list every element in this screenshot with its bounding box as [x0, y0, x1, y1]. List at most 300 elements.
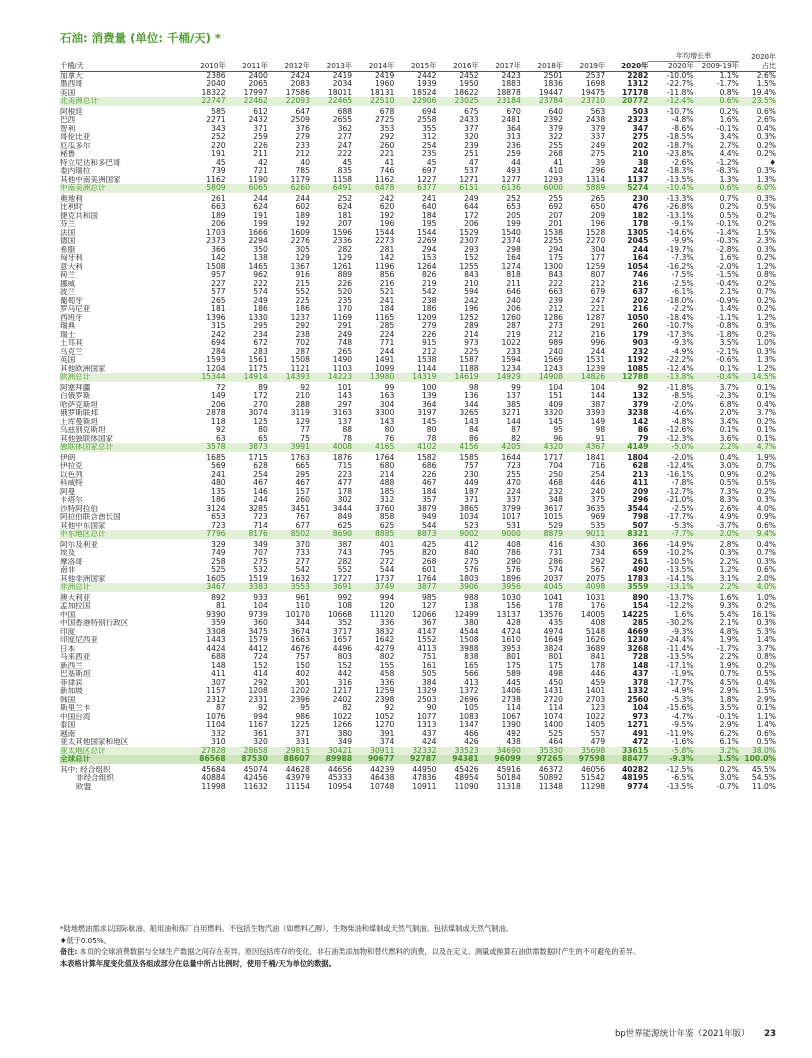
- growth-cell: -7.8%: [671, 479, 694, 487]
- value-cell: 250: [548, 470, 563, 479]
- share-cell: 9.4%: [739, 530, 776, 539]
- growth-cell: -2.0%: [716, 262, 739, 271]
- table-row: [60, 602, 776, 611]
- value-cell: 95: [300, 704, 310, 712]
- growth-cell: -13.3%: [666, 193, 694, 203]
- value-cell: 4412: [248, 644, 268, 653]
- growth-cell: -11.4%: [666, 644, 694, 653]
- publication-name: bp世界能源统计年鉴（2021年版）: [615, 1029, 750, 1039]
- share-cell: ♦: [769, 158, 776, 167]
- value-cell: 542: [421, 288, 437, 296]
- value-cell: 716: [590, 462, 606, 470]
- value-cell: 157: [295, 487, 310, 496]
- value-cell: 728: [632, 653, 649, 661]
- value-cell: 92: [300, 382, 310, 392]
- table-row: [60, 653, 776, 662]
- value-cell: 646: [506, 288, 521, 296]
- value-cell: 1960: [374, 80, 395, 88]
- growth-cell: -24.4%: [666, 636, 694, 644]
- share-cell: 0.8%: [756, 271, 776, 279]
- growth-cell: -16.1%: [666, 470, 694, 479]
- value-cell: 176: [590, 602, 606, 610]
- table-row: [60, 237, 776, 246]
- value-cell: 50184: [496, 774, 521, 782]
- value-cell: 225: [295, 296, 310, 305]
- value-cell: 1076: [206, 712, 226, 721]
- value-cell: 142: [632, 417, 649, 426]
- value-cell: 270: [253, 400, 268, 409]
- value-cell: 688: [211, 653, 226, 661]
- value-cell: 505: [421, 670, 437, 678]
- value-cell: 1260: [501, 313, 521, 322]
- value-cell: 1605: [206, 574, 226, 583]
- value-cell: 23710: [563, 97, 605, 106]
- value-cell: 254: [253, 470, 268, 479]
- growth-cell: 4.4%: [719, 150, 739, 158]
- value-cell: 19447: [538, 88, 563, 97]
- value-cell: 207: [337, 220, 353, 228]
- value-cell: 492: [506, 729, 521, 738]
- growth-cell: -30.2%: [666, 619, 694, 627]
- value-cell: 80: [426, 426, 437, 434]
- growth-cell: 2.9%: [719, 687, 739, 695]
- growth-cell: -0.7%: [716, 782, 739, 791]
- value-cell: 23784: [521, 97, 563, 106]
- value-cell: 2419: [332, 71, 353, 80]
- table-row: [60, 271, 776, 280]
- value-cell: 1030: [501, 592, 521, 602]
- value-cell: 226: [421, 470, 437, 479]
- value-cell: 14619: [436, 373, 478, 382]
- value-cell: 206: [464, 220, 479, 228]
- value-cell: 293: [464, 245, 479, 254]
- value-cell: 221: [590, 305, 606, 313]
- growth-cell: -0.8%: [716, 322, 739, 330]
- table-row: [60, 133, 776, 142]
- growth-2020-header: 2020年: [648, 62, 693, 72]
- value-cell: 22510: [352, 97, 394, 106]
- value-cell: 458: [379, 670, 395, 678]
- value-cell: 523: [464, 521, 479, 530]
- value-cell: 749: [211, 549, 226, 557]
- share-cell: 0.9%: [756, 513, 776, 521]
- value-cell: 277: [295, 557, 310, 566]
- value-cell: 2537: [585, 71, 606, 80]
- row-label: 俄罗斯联邦: [60, 409, 98, 417]
- value-cell: 1015: [543, 513, 563, 521]
- value-cell: 402: [295, 670, 310, 678]
- share-cell: 4.0%: [756, 504, 776, 513]
- value-cell: 47836: [412, 774, 437, 782]
- value-cell: 144: [590, 392, 606, 400]
- value-cell: 826: [421, 271, 437, 279]
- value-cell: 1390: [501, 721, 521, 729]
- value-cell: 835: [337, 167, 353, 175]
- growth-cell: -22.2%: [666, 356, 694, 364]
- region-total-row: [60, 373, 776, 382]
- value-cell: 620: [379, 203, 395, 211]
- value-cell: 1626: [585, 636, 606, 644]
- value-cell: 348: [548, 496, 563, 504]
- value-cell: 694: [211, 339, 226, 347]
- growth-cell: -0.4%: [716, 279, 739, 288]
- value-cell: 1803: [459, 574, 479, 583]
- value-cell: 529: [548, 521, 563, 530]
- value-cell: 6136: [479, 184, 521, 193]
- value-cell: 222: [548, 279, 563, 288]
- growth-cell: -13.1%: [666, 211, 694, 220]
- value-cell: 259: [506, 150, 521, 158]
- value-cell: 4008: [310, 443, 352, 452]
- value-cell: 97598: [563, 755, 605, 764]
- table-row: [60, 401, 776, 410]
- value-cell: 151: [548, 392, 563, 400]
- growth-cell: 2.1%: [719, 619, 739, 627]
- value-cell: 1372: [459, 687, 479, 695]
- value-cell: 239: [548, 296, 563, 305]
- table-row: [60, 505, 776, 514]
- value-cell: 2282: [627, 71, 649, 80]
- value-cell: 1313: [417, 721, 437, 729]
- value-cell: 723: [506, 462, 521, 470]
- value-cell: 477: [337, 479, 353, 487]
- value-cell: 154: [632, 602, 649, 610]
- value-cell: 3119: [290, 409, 310, 417]
- value-cell: 988: [464, 592, 479, 602]
- value-cell: 1305: [627, 228, 649, 237]
- share-cell: 1.5%: [756, 80, 776, 88]
- growth-cell: -2.6%: [671, 158, 694, 167]
- year-header: 2017年: [479, 62, 521, 72]
- growth-cell: -0.1%: [716, 220, 739, 228]
- table-row: [60, 488, 776, 497]
- value-cell: 249: [337, 330, 353, 339]
- value-cell: 1529: [459, 228, 479, 237]
- value-cell: 1157: [206, 687, 226, 695]
- value-cell: 1950: [459, 80, 479, 88]
- row-label: 英国: [60, 356, 76, 364]
- value-cell: 795: [379, 549, 395, 557]
- value-cell: 2501: [543, 71, 563, 80]
- value-cell: 136: [464, 392, 479, 400]
- value-cell: 1396: [206, 313, 226, 322]
- value-cell: 585: [211, 106, 226, 116]
- share-cell: 0.2%: [756, 487, 776, 496]
- value-cell: 1202: [290, 687, 310, 695]
- value-cell: 209: [590, 211, 606, 220]
- growth-cell: 1.2%: [719, 566, 739, 574]
- growth-cell: -3.7%: [716, 521, 739, 530]
- value-cell: 1405: [585, 721, 606, 729]
- value-cell: 221: [379, 150, 395, 158]
- value-cell: 771: [379, 339, 395, 347]
- value-cell: 44628: [285, 764, 310, 774]
- value-cell: 259: [253, 133, 268, 141]
- value-cell: 4098: [563, 583, 605, 592]
- value-cell: 3467: [183, 583, 225, 592]
- share-cell: 0.3%: [756, 245, 776, 254]
- value-cell: 145: [548, 417, 563, 426]
- growth-cell: -19.7%: [666, 245, 694, 254]
- value-cell: 688: [337, 106, 353, 116]
- share-cell: 2.6%: [756, 116, 776, 124]
- value-cell: 757: [464, 462, 479, 470]
- value-cell: 9390: [206, 610, 226, 619]
- row-label: 巴西: [60, 116, 76, 124]
- value-cell: 255: [548, 193, 563, 203]
- table-body: [60, 71, 776, 791]
- growth-cell: -1.5%: [716, 271, 739, 279]
- share-cell: 2.6%: [756, 71, 776, 80]
- value-cell: 3238: [627, 409, 649, 417]
- growth-cell: -1.7%: [716, 80, 739, 88]
- value-cell: 227: [211, 279, 226, 288]
- value-cell: 8879: [521, 530, 563, 539]
- value-cell: 4974: [543, 627, 563, 636]
- value-cell: 192: [379, 211, 395, 220]
- unit-label: 千桶/天: [60, 62, 183, 72]
- growth-cell: -10.2%: [666, 549, 694, 557]
- value-cell: 602: [295, 203, 310, 211]
- value-cell: 189: [211, 211, 226, 220]
- value-cell: 803: [337, 653, 353, 661]
- value-cell: 282: [337, 557, 353, 566]
- value-cell: 88: [342, 426, 353, 434]
- value-cell: 2386: [206, 71, 226, 80]
- value-cell: 273: [548, 322, 563, 330]
- growth-cell: -9.3%: [648, 755, 693, 764]
- growth-cell: -12.4%: [666, 462, 694, 470]
- value-cell: 156: [506, 602, 521, 610]
- value-cell: 364: [421, 400, 437, 409]
- value-cell: 2396: [290, 695, 310, 704]
- value-cell: 449: [464, 479, 479, 487]
- value-cell: 3877: [394, 583, 436, 592]
- value-cell: 3553: [268, 583, 310, 592]
- value-cell: 185: [379, 487, 395, 496]
- value-cell: 242: [211, 330, 226, 339]
- value-cell: 3265: [459, 409, 479, 417]
- value-cell: 1609: [290, 228, 310, 237]
- value-cell: 704: [548, 462, 563, 470]
- growth-cell: 6.8%: [719, 400, 739, 409]
- value-cell: 104: [253, 602, 268, 610]
- row-label: 孟加拉国: [60, 602, 91, 610]
- value-cell: 624: [253, 203, 268, 211]
- value-cell: 1587: [459, 356, 479, 364]
- value-cell: 28658: [226, 747, 268, 756]
- value-cell: 353: [379, 124, 395, 133]
- value-cell: 219: [421, 279, 437, 288]
- share-header-line1: 2020年: [751, 52, 776, 61]
- growth-cell: -11.8%: [666, 88, 694, 97]
- table-row: [60, 435, 776, 444]
- value-cell: 249: [253, 296, 268, 305]
- growth-cell: 6.1%: [719, 738, 739, 746]
- value-cell: 1190: [248, 175, 268, 184]
- value-cell: 1939: [417, 80, 437, 88]
- value-cell: 279: [295, 133, 310, 141]
- value-cell: 2273: [374, 237, 395, 245]
- value-cell: 542: [295, 566, 310, 574]
- value-cell: 3285: [248, 504, 268, 513]
- row-label: 亚太地区总计: [60, 747, 183, 756]
- value-cell: 647: [295, 106, 310, 116]
- value-cell: 3451: [290, 504, 310, 513]
- value-cell: 3760: [374, 504, 395, 513]
- row-label: 新西兰: [60, 661, 83, 670]
- table-row: [60, 280, 776, 289]
- growth-cell: -0.4%: [694, 373, 739, 382]
- growth-cell: 0.6%: [694, 97, 739, 106]
- value-cell: 2270: [585, 237, 606, 245]
- table-row: [60, 513, 776, 522]
- row-label: 巴基斯坦: [60, 670, 91, 678]
- footnote-4-text: 本表格计算年度变化值及各组成部分在总量中所占比例时，使用千桶/天为单位的数据。: [60, 958, 336, 968]
- value-cell: 92: [637, 382, 649, 392]
- value-cell: 889: [337, 271, 353, 279]
- table-row: [60, 193, 776, 204]
- value-cell: 35698: [563, 747, 605, 756]
- page-number: 23: [764, 1029, 776, 1039]
- value-cell: 563: [590, 106, 606, 116]
- growth-cell: 3.5%: [719, 704, 739, 712]
- value-cell: 4676: [290, 644, 310, 653]
- value-cell: 1593: [206, 356, 226, 364]
- value-cell: 82: [511, 434, 521, 443]
- value-cell: 344: [295, 619, 310, 627]
- value-cell: 1508: [206, 262, 226, 271]
- value-cell: 1883: [501, 80, 521, 88]
- value-cell: 470: [506, 479, 521, 487]
- value-cell: 962: [253, 271, 268, 279]
- row-label: 中东地区总计: [60, 530, 183, 539]
- value-cell: 165: [464, 661, 479, 670]
- value-cell: 1179: [290, 175, 310, 184]
- value-cell: 379: [548, 124, 563, 133]
- row-label: 哈萨克斯坦: [60, 400, 98, 409]
- value-cell: 233: [506, 347, 521, 356]
- value-cell: 307: [211, 678, 226, 687]
- value-cell: 161: [421, 661, 437, 670]
- value-cell: 6478: [352, 184, 394, 193]
- value-cell: 2703: [585, 695, 606, 704]
- value-cell: 110: [295, 602, 310, 610]
- share-cell: 100.0%: [739, 755, 776, 764]
- table-row: [60, 452, 776, 463]
- value-cell: 196: [590, 220, 606, 228]
- value-cell: 114: [506, 704, 521, 712]
- growth-cell: 2.8%: [719, 539, 739, 549]
- value-cell: 11154: [285, 782, 310, 791]
- growth-cell: -6.1%: [671, 288, 694, 296]
- growth-cell: -10.5%: [666, 557, 694, 566]
- value-cell: 11348: [538, 782, 563, 791]
- growth-cell: -5.3%: [671, 521, 694, 530]
- value-cell: 45: [342, 158, 353, 167]
- table-row: [60, 305, 776, 314]
- value-cell: 577: [211, 288, 226, 296]
- value-cell: 503: [632, 106, 649, 116]
- value-cell: 43979: [285, 774, 310, 782]
- value-cell: 376: [295, 124, 310, 133]
- value-cell: 734: [590, 549, 606, 557]
- value-cell: 201: [548, 220, 563, 228]
- row-label: 亚太其他国家和地区: [60, 738, 129, 746]
- growth-cell: 0.5%: [719, 479, 739, 487]
- growth-cell: 1.8%: [719, 695, 739, 704]
- growth-cell: -11.9%: [666, 729, 694, 738]
- value-cell: 268: [421, 557, 437, 566]
- value-cell: 241: [379, 296, 395, 305]
- value-cell: 576: [464, 566, 479, 574]
- value-cell: 251: [464, 150, 479, 158]
- growth-cell: 3.1%: [719, 574, 739, 583]
- table-row: [60, 721, 776, 730]
- value-cell: 312: [379, 496, 395, 504]
- value-cell: 1270: [374, 721, 395, 729]
- value-cell: 459: [590, 678, 606, 687]
- growth-cell: -13.5%: [666, 653, 694, 661]
- growth-cell: 1.6%: [719, 592, 739, 602]
- share-cell: 4.7%: [739, 443, 776, 452]
- share-cell: 2.0%: [756, 574, 776, 583]
- value-cell: 18322: [201, 88, 226, 97]
- value-cell: 1400: [543, 721, 563, 729]
- value-cell: 1666: [248, 228, 268, 237]
- value-cell: 6260: [268, 184, 310, 193]
- value-cell: 746: [379, 167, 395, 175]
- value-cell: 1022: [332, 712, 353, 721]
- row-label: 土库曼斯坦: [60, 417, 98, 426]
- value-cell: 34690: [479, 747, 521, 756]
- value-cell: 2269: [417, 237, 437, 245]
- value-cell: 27828: [183, 747, 225, 756]
- value-cell: 4045: [521, 583, 563, 592]
- value-cell: 242: [632, 167, 649, 175]
- growth-cell: 2.1%: [719, 288, 739, 296]
- value-cell: 1703: [206, 228, 226, 237]
- value-cell: 8885: [352, 530, 394, 539]
- row-label: 特立尼达和多巴哥: [60, 158, 121, 167]
- growth-cell: -12.3%: [666, 434, 694, 443]
- value-cell: 191: [253, 211, 268, 220]
- value-cell: 99: [511, 382, 521, 392]
- value-cell: 858: [379, 513, 395, 521]
- value-cell: 178: [337, 487, 353, 496]
- value-cell: 4149: [605, 443, 648, 452]
- share-cell: 0.1%: [756, 704, 776, 712]
- value-cell: 30421: [310, 747, 352, 756]
- value-cell: 714: [253, 521, 268, 530]
- value-cell: 286: [548, 557, 563, 566]
- value-cell: 148: [211, 661, 226, 670]
- value-cell: 182: [632, 211, 649, 220]
- value-cell: 3383: [226, 583, 268, 592]
- value-cell: 466: [464, 729, 479, 738]
- value-cell: 222: [337, 150, 353, 158]
- growth-rate-header: 年均增长率: [648, 52, 739, 62]
- row-label: 阿尔及利亚: [60, 539, 98, 549]
- value-cell: 46056: [580, 764, 606, 774]
- value-cell: 120: [379, 602, 395, 610]
- value-cell: 653: [211, 513, 226, 521]
- value-cell: 801: [506, 653, 521, 661]
- table-row: [60, 783, 776, 792]
- share-cell: 0.7%: [756, 549, 776, 557]
- growth-cell: -18.5%: [666, 133, 694, 141]
- growth-cell: 0.5%: [719, 211, 739, 220]
